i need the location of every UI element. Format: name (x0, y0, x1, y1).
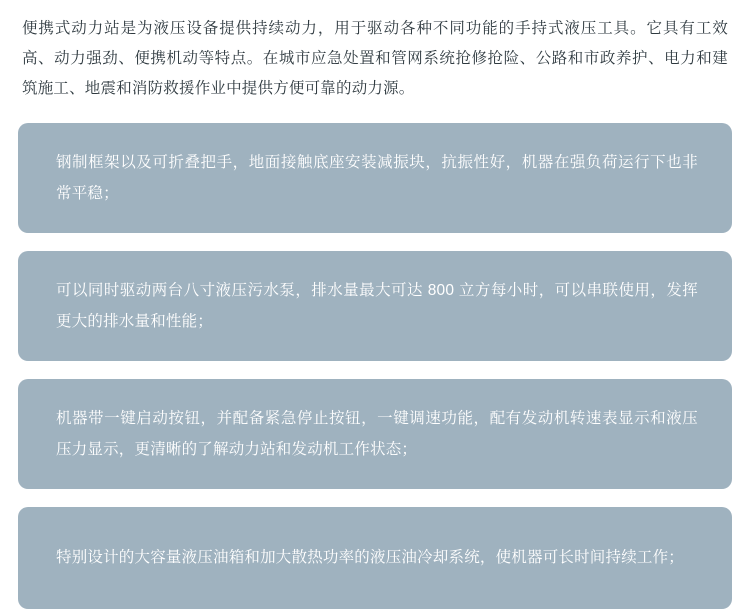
intro-section (0, 0, 750, 105)
feature-card-text: 可以同时驱动两台八寸液压污水泵，排水量最大可达 800 立方每小时，可以串联使用，发挥更大的排水量和性能； (56, 281, 698, 330)
feature-card (18, 379, 732, 489)
feature-card (18, 251, 732, 361)
feature-card-text: 钢制框架以及可折叠把手，地面接触底座安装减振块，抗振性好，机器在强负荷运行下也非常平稳； (56, 153, 698, 202)
feature-card (18, 507, 732, 609)
feature-card-text: 机器带一键启动按钮，并配备紧急停止按钮，一键调速功能，配有发动机转速表显示和液压压力显示，更清晰的了解动力站和发动机工作状态； (56, 409, 698, 458)
feature-card-text: 特别设计的大容量液压油箱和加大散热功率的液压油冷却系统，使机器可长时间持续工作； (56, 549, 685, 567)
feature-card-list (0, 123, 750, 609)
intro-paragraph: 便携式动力站是为液压设备提供持续动力，用于驱动各种不同功能的手持式液压工具。它具有工效高、动力强劲、便携机动等特点。在城市应急处置和管网系统抢修抢险、公路和市政养护、电力和建筑施工、地震和消防救援作业中提供方便可靠的动力源。 (22, 20, 728, 98)
feature-card (18, 123, 732, 233)
